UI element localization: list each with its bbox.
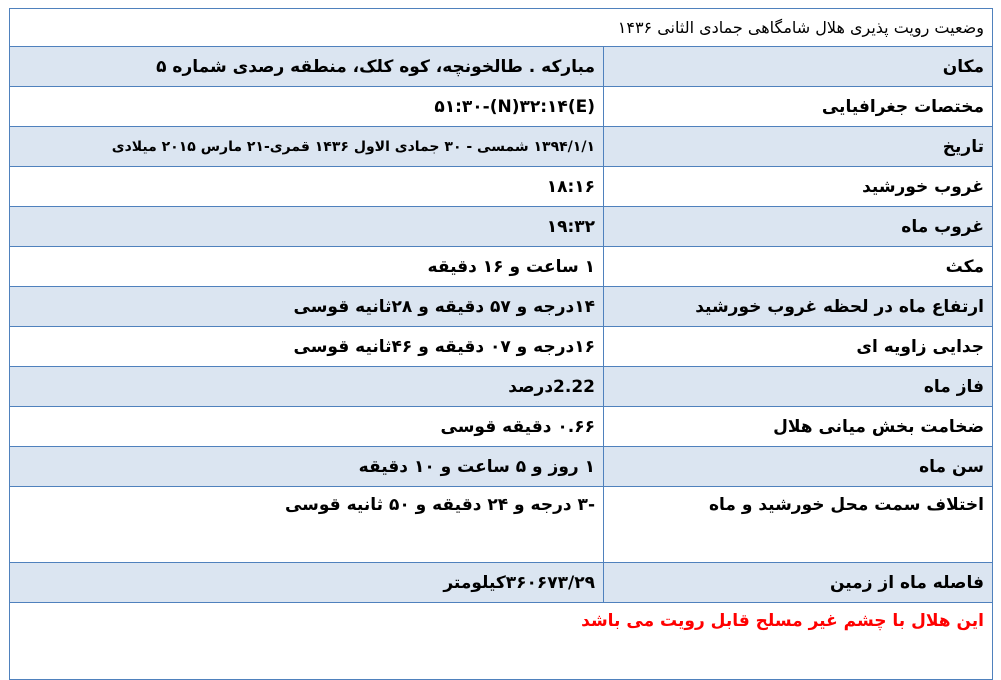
row-value-location: مبارکه . طالخونچه، کوه کلک، منطقه رصدی شماره ۵: [10, 47, 604, 87]
row-label-sunset: غروب خورشید: [604, 167, 993, 207]
table-row: [10, 487, 993, 563]
row-value-altitude: ۱۴درجه و ۵۷ دقیقه و ۲۸ثانیه قوسی: [10, 287, 604, 327]
table-row: [10, 327, 993, 367]
table-row: [10, 87, 993, 127]
row-label-azimuth-diff: اختلاف سمت محل خورشید و ماه: [604, 487, 993, 563]
table-title: وضعیت رویت پذیری هلال شامگاهی جمادی الثانی ۱۴۳۶: [10, 9, 993, 47]
visibility-note: این هلال با چشم غیر مسلح قابل رویت می باشد: [10, 603, 993, 680]
visibility-table: [9, 8, 993, 680]
row-label-location: مکان: [604, 47, 993, 87]
row-value-elongation: ۱۶درجه و ۰۷ دقیقه و ۴۶ثانیه قوسی: [10, 327, 604, 367]
row-value-distance: ۳۶۰۶۷۳/۲۹کیلومتر: [10, 563, 604, 603]
table-row: [10, 563, 993, 603]
row-label-moonset: غروب ماه: [604, 207, 993, 247]
row-value-phase: 2.22درصد: [10, 367, 604, 407]
row-label-phase: فاز ماه: [604, 367, 993, 407]
row-value-crescent-width: ۰.۶۶ دقیقه قوسی: [10, 407, 604, 447]
note-row: [10, 603, 993, 680]
row-value-moon-age: ۱ روز و ۵ ساعت و ۱۰ دقیقه: [10, 447, 604, 487]
row-value-azimuth-diff: -۳ درجه و ۲۴ دقیقه و ۵۰ ثانیه قوسی: [10, 487, 604, 563]
table-row: [10, 167, 993, 207]
table-row: [10, 407, 993, 447]
row-label-coordinates: مختصات جغرافیایی: [604, 87, 993, 127]
row-value-coordinates: (E)۵۱:۳۰-(N)۳۲:۱۴: [10, 87, 604, 127]
row-label-elongation: جدایی زاویه ای: [604, 327, 993, 367]
table-row: [10, 207, 993, 247]
row-value-sunset: ۱۸:۱۶: [10, 167, 604, 207]
table-row: [10, 127, 993, 167]
row-value-date: ۱۳۹۴/۱/۱ شمسی - ۳۰ جمادی الاول ۱۴۳۶ قمری-۲۱ مارس ۲۰۱۵ میلادی: [10, 127, 604, 167]
row-label-distance: فاصله ماه از زمین: [604, 563, 993, 603]
row-value-lag: ۱ ساعت و ۱۶ دقیقه: [10, 247, 604, 287]
table-row: [10, 287, 993, 327]
table-row: [10, 447, 993, 487]
table-row: [10, 367, 993, 407]
table-row: [10, 247, 993, 287]
row-label-crescent-width: ضخامت بخش میانی هلال: [604, 407, 993, 447]
table-row: [10, 47, 993, 87]
row-label-altitude: ارتفاع ماه در لحظه غروب خورشید: [604, 287, 993, 327]
row-label-moon-age: سن ماه: [604, 447, 993, 487]
title-row: [10, 9, 993, 47]
row-label-date: تاریخ: [604, 127, 993, 167]
row-label-lag: مکث: [604, 247, 993, 287]
row-value-moonset: ۱۹:۳۲: [10, 207, 604, 247]
